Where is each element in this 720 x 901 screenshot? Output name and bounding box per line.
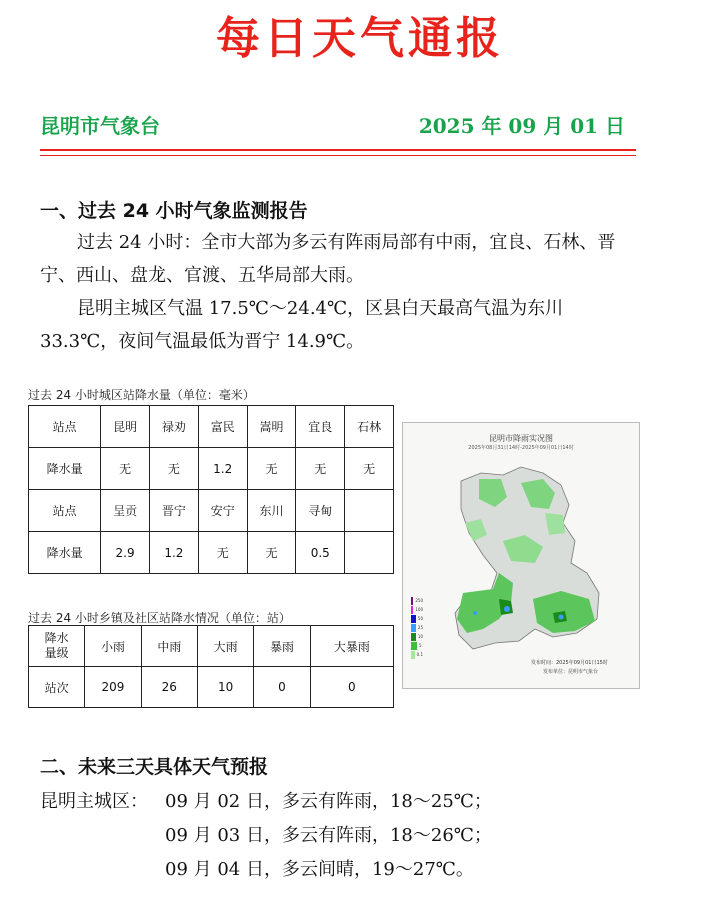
table-cell: 无 bbox=[345, 448, 394, 490]
table-row bbox=[29, 532, 394, 574]
table-cell: 无 bbox=[198, 532, 247, 574]
table-cell: 暴雨 bbox=[254, 626, 310, 667]
table-cell: 无 bbox=[296, 448, 345, 490]
table-row bbox=[29, 448, 394, 490]
legend-swatch bbox=[411, 624, 416, 632]
legend-label: 10 bbox=[417, 634, 423, 639]
section1-paragraph-precip: 过去 24 小时：全市大部为多云有阵雨局部有中雨，宜良、石林、晋宁、西山、盘龙、官渡、五华局部大雨。 bbox=[40, 232, 616, 286]
table-cell: 2.9 bbox=[101, 532, 150, 574]
table-cell: 中雨 bbox=[141, 626, 197, 667]
section2-title: 二、未来三天具体天气预报 bbox=[40, 756, 269, 778]
table-row bbox=[29, 490, 394, 532]
table-cell: 大暴雨 bbox=[310, 626, 393, 667]
table-cell: 富民 bbox=[198, 406, 247, 448]
forecast-day-2: 09 月 03 日，多云有阵雨，18～26℃； bbox=[165, 825, 492, 846]
forecast-day-3: 09 月 04 日，多云间晴，19～27℃。 bbox=[165, 859, 474, 880]
table-cell: 站次 bbox=[29, 667, 85, 708]
table-cell: 降水 量级 bbox=[29, 626, 85, 667]
table-cell: 209 bbox=[85, 667, 141, 708]
issue-date: 2025 年 09 月 01 日 bbox=[418, 114, 625, 138]
city-station-precip-table bbox=[28, 405, 394, 574]
table-cell: 石林 bbox=[345, 406, 394, 448]
table-cell: 安宁 bbox=[198, 490, 247, 532]
section1-paragraph-temp: 昆明主城区气温 17.5℃～24.4℃，区县白天最高气温为东川 33.3℃，夜间气温最低为晋宁 14.9℃。 bbox=[40, 298, 564, 352]
legend-label: 5 bbox=[419, 643, 422, 648]
table-cell: 昆明 bbox=[101, 406, 150, 448]
legend-item bbox=[411, 614, 423, 623]
table-cell: 大雨 bbox=[197, 626, 253, 667]
legend-swatch bbox=[411, 606, 413, 614]
table-cell: 0 bbox=[254, 667, 310, 708]
table-cell: 嵩明 bbox=[247, 406, 296, 448]
map-heavy-rain-spot bbox=[473, 611, 477, 615]
table-cell: 1.2 bbox=[150, 532, 199, 574]
table-cell: 无 bbox=[247, 532, 296, 574]
map-heavy-rain-spot bbox=[559, 615, 564, 620]
legend-label: 0.1 bbox=[416, 652, 423, 657]
table-cell: 无 bbox=[247, 448, 296, 490]
forecast-day-1: 09 月 02 日，多云有阵雨，18～25℃； bbox=[165, 791, 492, 812]
legend-swatch bbox=[411, 615, 416, 623]
table-cell: 降水量 bbox=[29, 448, 101, 490]
legend-swatch bbox=[411, 651, 415, 659]
legend-label: 100 bbox=[415, 607, 423, 612]
table-cell: 10 bbox=[197, 667, 253, 708]
header-rule-thick bbox=[40, 149, 636, 151]
table-cell bbox=[345, 490, 394, 532]
table-cell: 宜良 bbox=[296, 406, 345, 448]
table-cell: 站点 bbox=[29, 490, 101, 532]
table-row bbox=[29, 626, 394, 667]
table-row bbox=[29, 406, 394, 448]
rainfall-map bbox=[402, 422, 640, 689]
map-publisher: 发布单位：昆明市气象台 bbox=[543, 669, 599, 675]
map-heavy-rain-spot bbox=[504, 606, 510, 612]
table1-caption: 过去 24 小时城区站降水量（单位：毫米） bbox=[28, 388, 255, 402]
legend-swatch bbox=[411, 633, 416, 641]
legend-label: 250 bbox=[415, 598, 423, 603]
legend-item bbox=[411, 641, 423, 650]
table-cell: 呈贡 bbox=[101, 490, 150, 532]
header-rule-thin bbox=[40, 155, 636, 156]
masthead-title: 每日天气通报 bbox=[216, 13, 504, 64]
legend-swatch bbox=[411, 642, 417, 650]
legend-item bbox=[411, 650, 423, 659]
table2-caption: 过去 24 小时乡镇及社区站降水情况（单位：站） bbox=[28, 611, 291, 625]
table-cell bbox=[345, 532, 394, 574]
legend-item bbox=[411, 623, 423, 632]
legend-item bbox=[411, 605, 423, 614]
table-cell: 禄劝 bbox=[150, 406, 199, 448]
agency-name: 昆明市气象台 bbox=[40, 114, 160, 138]
map-legend bbox=[411, 596, 423, 659]
table-cell: 26 bbox=[141, 667, 197, 708]
legend-label: 50 bbox=[417, 616, 423, 621]
map-period: 2025年08月31日14时-2025年09月01日14时 bbox=[468, 445, 574, 451]
table-row bbox=[29, 667, 394, 708]
table-cell: 站点 bbox=[29, 406, 101, 448]
table-cell: 降水量 bbox=[29, 532, 101, 574]
section1-title: 一、过去 24 小时气象监测报告 bbox=[40, 200, 308, 222]
map-publish-time: 发布时间：2025年09月01日15时 bbox=[531, 660, 608, 666]
forecast-city-label: 昆明主城区： bbox=[40, 791, 148, 812]
table-cell: 无 bbox=[150, 448, 199, 490]
table-cell: 1.2 bbox=[198, 448, 247, 490]
table-cell: 无 bbox=[101, 448, 150, 490]
map-title: 昆明市降雨实况图 bbox=[489, 434, 553, 443]
table-cell: 0 bbox=[310, 667, 393, 708]
legend-swatch bbox=[411, 597, 413, 605]
legend-item bbox=[411, 596, 423, 605]
legend-label: 25 bbox=[417, 625, 423, 630]
table-cell: 0.5 bbox=[296, 532, 345, 574]
table-cell: 晋宁 bbox=[150, 490, 199, 532]
table-cell: 小雨 bbox=[85, 626, 141, 667]
legend-item bbox=[411, 632, 423, 641]
table-cell: 寻甸 bbox=[296, 490, 345, 532]
township-precip-table bbox=[28, 625, 394, 708]
map-shape bbox=[403, 423, 639, 688]
table-cell: 东川 bbox=[247, 490, 296, 532]
